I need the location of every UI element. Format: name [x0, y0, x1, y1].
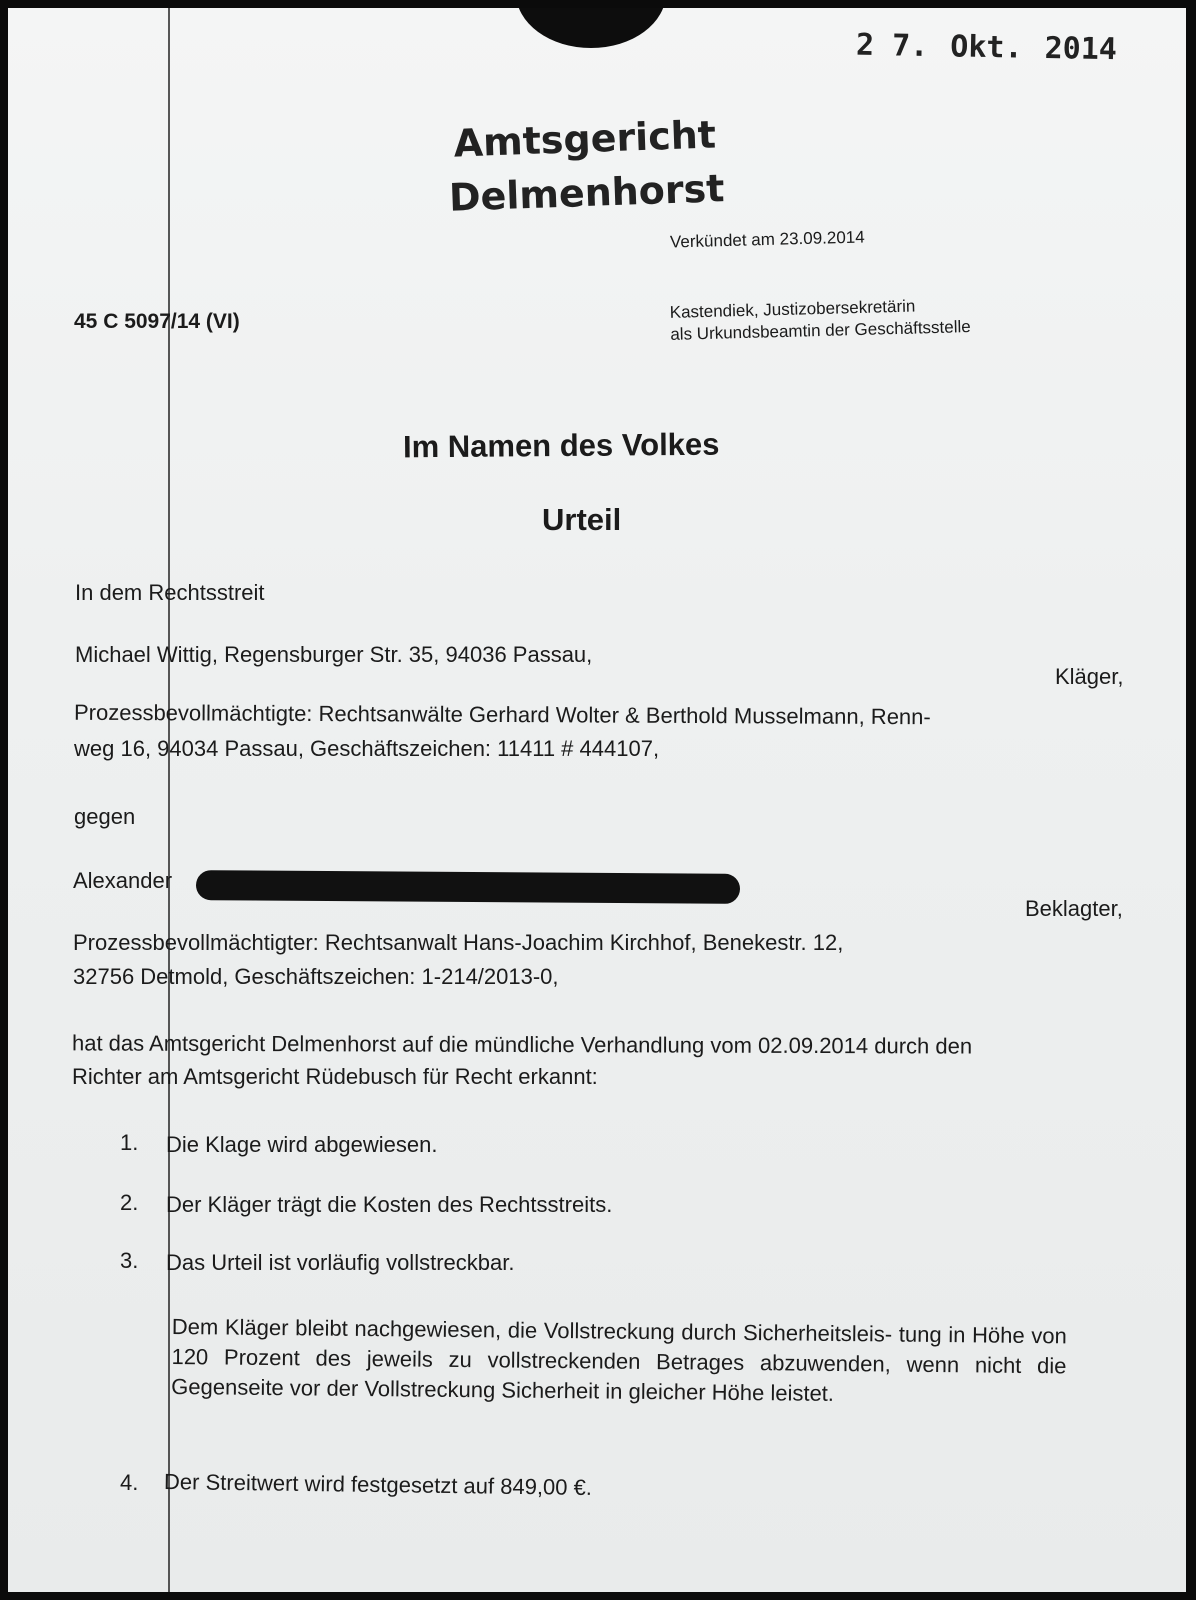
ruling-intro-1: hat das Amtsgericht Delmenhorst auf die mündliche Verhandlung vom 02.09.2014 durch den — [71, 1030, 973, 1059]
court-name — [446, 107, 725, 225]
stamp-day: 2 7. — [855, 27, 929, 64]
stamp-month: Okt. — [950, 29, 1023, 66]
clerk-line-2: als Urkundsbeamtin der Geschäftsstelle — [670, 317, 971, 344]
item-1-number: 1. — [120, 1130, 139, 1155]
announced-date: Verkündet am 23.09.2014 — [669, 227, 865, 252]
item-3-text: Das Urteil ist vorläufig vollstreckbar. — [166, 1250, 515, 1275]
item-4-number: 4. — [120, 1470, 139, 1495]
redaction-bar — [196, 870, 740, 904]
date-stamp — [856, 28, 1121, 68]
intro-text: In dem Rechtsstreit — [75, 580, 265, 605]
plaintiff-counsel-2: weg 16, 94034 Passau, Geschäftszeichen: 11411 # 444107, — [74, 736, 660, 761]
defendant-counsel-1: Prozessbevollmächtigter: Rechtsanwalt Hans-Joachim Kirchhof, Benekestr. 12, — [73, 930, 844, 955]
document-page — [8, 8, 1186, 1592]
item-2-text: Der Kläger trägt die Kosten des Rechtsstreits. — [166, 1192, 613, 1217]
heading-people: Im Namen des Volkes — [402, 426, 720, 465]
heading-judgment: Urteil — [542, 502, 622, 537]
plaintiff-address: Michael Wittig, Regensburger Str. 35, 94036 Passau, — [75, 642, 593, 667]
fold-line — [168, 8, 170, 1592]
court-line-1: Amtsgericht — [452, 112, 717, 166]
plaintiff-counsel-1: Prozessbevollmächtigte: Rechtsanwälte Gerhard Wolter & Berthold Musselmann, Renn- — [73, 699, 931, 730]
item-1-text: Die Klage wird abgewiesen. — [166, 1132, 438, 1157]
item-3-number: 3. — [120, 1248, 139, 1273]
item-3-paragraph: Dem Kläger bleibt nachgewiesen, die Vollstreckung durch Sicherheitsleis- tung in Höhe von 120 Prozent des jeweils zu vollstreckenden Betrages abzuwenden, wenn nicht die Gegenseite vor der Vollstreckung Sicherheit in gleicher Höhe leistet. — [171, 1313, 1067, 1406]
against-text: gegen — [74, 804, 136, 829]
item-2-number: 2. — [120, 1190, 139, 1215]
stamp-year: 2014 — [1044, 30, 1118, 68]
court-line-2: Delmenhorst — [448, 166, 726, 220]
defendant-name: Alexander — [73, 868, 173, 893]
item-4-text: Der Streitwert wird festgesetzt auf 849,00 €. — [163, 1469, 593, 1500]
case-number: 45 C 5097/14 (VI) — [74, 310, 240, 333]
defendant-counsel-2: 32756 Detmold, Geschäftszeichen: 1-214/2013-0, — [73, 964, 559, 989]
ruling-intro-2: Richter am Amtsgericht Rüdebusch für Recht erkannt: — [72, 1064, 598, 1089]
plaintiff-role: Kläger, — [1055, 664, 1124, 689]
clerk-line-1: Kastendiek, Justizobersekretärin — [669, 296, 916, 322]
punch-hole — [516, 8, 666, 48]
defendant-role: Beklagter, — [1025, 896, 1123, 921]
clerk-block — [669, 294, 971, 346]
